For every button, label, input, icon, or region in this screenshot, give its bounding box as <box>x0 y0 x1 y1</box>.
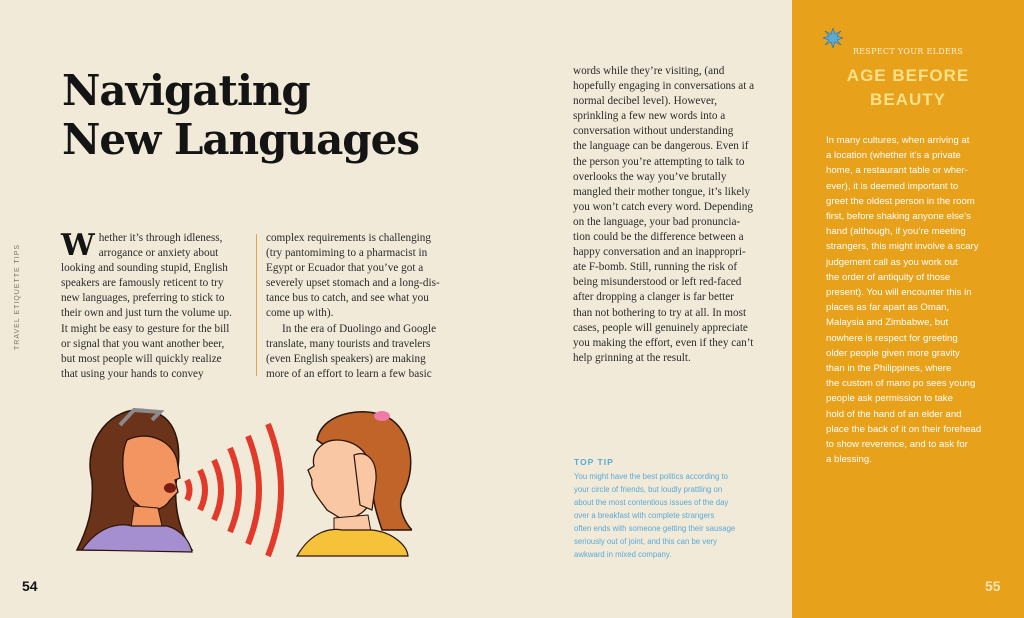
text-line: Egypt or Ecuador that you’ve got a <box>266 262 424 275</box>
page-number-right: 55 <box>985 578 1001 594</box>
text-line: older people given more gravity <box>826 347 960 359</box>
text-line: your circle of friends, but loudly prattling on <box>574 485 723 494</box>
running-head: TRAVEL ETIQUETTE TIPS <box>14 243 21 350</box>
text-line: help grinning at the result. <box>573 351 691 364</box>
body-column-3 <box>573 64 763 366</box>
text-line: (try pantomiming to a pharmacist in <box>266 247 428 260</box>
text-line: the custom of mano po sees young <box>826 378 976 390</box>
text-line: sprinkling a few new words into a <box>573 110 726 123</box>
text-line: but most people will quickly realize <box>61 352 222 365</box>
text-line: overlooks the way you’ve brutally <box>573 170 727 183</box>
text-line: hopefully engaging in conversations at a <box>573 80 755 93</box>
title-line-1: Navigating <box>62 66 310 115</box>
text-line: to show reverence, and to ask for <box>826 439 968 451</box>
body-column-1 <box>61 228 241 382</box>
text-line: severely upset stomach and a long-dis- <box>266 277 440 290</box>
text-line: their own and just turn the volume up. <box>61 307 232 320</box>
text-line: about the most contentious issues of the day <box>574 498 729 507</box>
sidebar-body <box>826 133 1016 467</box>
text-line: conversation without understanding <box>573 125 734 138</box>
page-title <box>62 66 419 164</box>
text-line: more of an effort to learn a few basic <box>266 367 432 380</box>
text-line: hand (although, if you’re meeting <box>826 226 966 238</box>
text-line: place the back of it on their forehead <box>826 423 982 435</box>
text-line: Malaysia and Zimbabwe, but <box>826 317 949 329</box>
text-line: normal decibel level). However, <box>573 95 717 108</box>
text-line: home, a restaurant table or wher- <box>826 165 968 177</box>
body-column-2 <box>266 231 446 382</box>
text-line: complex requirements is challenging <box>266 232 431 244</box>
heading-line-2: BEAUTY <box>870 90 946 109</box>
text-line: you won’t catch every word. Depending <box>573 200 753 213</box>
text-line: awkward in mixed company. <box>574 550 672 559</box>
text-line: nowhere is respect for greeting <box>826 332 958 344</box>
text-line: judgement call as you work out <box>826 256 958 268</box>
page-number-left: 54 <box>22 578 38 594</box>
text-line: words while they’re visiting, (and <box>573 65 725 77</box>
text-line: looking and sounding stupid, English <box>61 262 228 275</box>
text-line: It might be easy to gesture for the bill <box>61 322 230 335</box>
text-line: you making the effort, even if they can’t <box>573 336 754 349</box>
sound-waves-icon <box>187 424 281 556</box>
text-line: come up with). <box>266 307 334 320</box>
text-line: In many cultures, when arriving at <box>826 135 970 146</box>
text-line: on the language, your bad pronuncia- <box>573 215 741 228</box>
text-line: ever), it is deemed important to <box>826 180 959 192</box>
text-line: that using your hands to convey <box>61 367 204 380</box>
sidebar-heading <box>792 64 1024 112</box>
text-line: ate F-bomb. Still, running the risk of <box>573 261 738 274</box>
text-line: people ask permission to take <box>826 393 953 405</box>
text-line: hold of the hand of an elder and <box>826 408 962 420</box>
text-line: or signal that you want another beer, <box>61 337 225 350</box>
text-line: new languages, preferring to stick to <box>61 292 225 305</box>
text-line: hether it’s through idleness, <box>98 232 223 244</box>
top-tip-body <box>574 470 764 561</box>
text-line: first, before shaking anyone else’s <box>826 211 971 223</box>
text-line: cases, people will genuinely appreciate <box>573 321 748 334</box>
heading-line-1: AGE BEFORE <box>846 66 970 85</box>
text-line: tance bus to catch, and see what you <box>266 292 429 305</box>
text-line: a location (whether it’s a private <box>826 150 961 162</box>
text-line: being misunderstood or left red-faced <box>573 276 742 289</box>
text-line: over a breakfast with complete strangers <box>574 511 715 520</box>
title-line-2: New Languages <box>62 115 420 164</box>
text-line: arrogance or anxiety about <box>98 247 219 260</box>
text-line: tion could be the difference between a <box>573 231 744 244</box>
text-line: the person you’re attempting to talk to <box>573 155 745 168</box>
text-line: (even English speakers) are making <box>266 352 426 365</box>
text-line: after dropping a clanger is far better <box>573 291 734 304</box>
two-women-speaking-illustration <box>72 400 412 560</box>
top-tip-title: TOP TIP <box>574 457 614 467</box>
star-burst-icon <box>823 28 843 48</box>
text-line: places as far apart as Oman, <box>826 302 950 314</box>
text-line: a blessing. <box>826 454 872 466</box>
text-line: often ends with someone getting their sausage <box>574 524 736 533</box>
text-line: the order of antiquity of those <box>826 271 951 283</box>
text-line: than in the Philippines, where <box>826 363 952 375</box>
text-line: translate, many tourists and travelers <box>266 337 431 350</box>
column-rule <box>256 234 257 376</box>
text-line: mangled their mother tongue, it’s likely <box>573 185 751 198</box>
text-line: than not bothering to try at all. In most <box>573 306 747 319</box>
text-line: the language can be dangerous. Even if <box>573 140 749 153</box>
text-line: strangers, this might involve a scary <box>826 241 979 253</box>
text-line: speakers are famously reticent to try <box>61 277 224 290</box>
sidebar-kicker: RESPECT YOUR ELDERS <box>852 47 964 56</box>
text-line: In the era of Duolingo and Google <box>282 322 437 335</box>
text-line: You might have the best politics according to <box>574 472 729 481</box>
text-line: seriously out of joint, and this can be very <box>574 537 718 546</box>
text-line: happy conversation and an inappropri- <box>573 246 746 259</box>
text-line: present). You will encounter this in <box>826 287 972 299</box>
drop-cap: W <box>61 228 95 263</box>
text-line: greet the oldest person in the room <box>826 195 975 207</box>
